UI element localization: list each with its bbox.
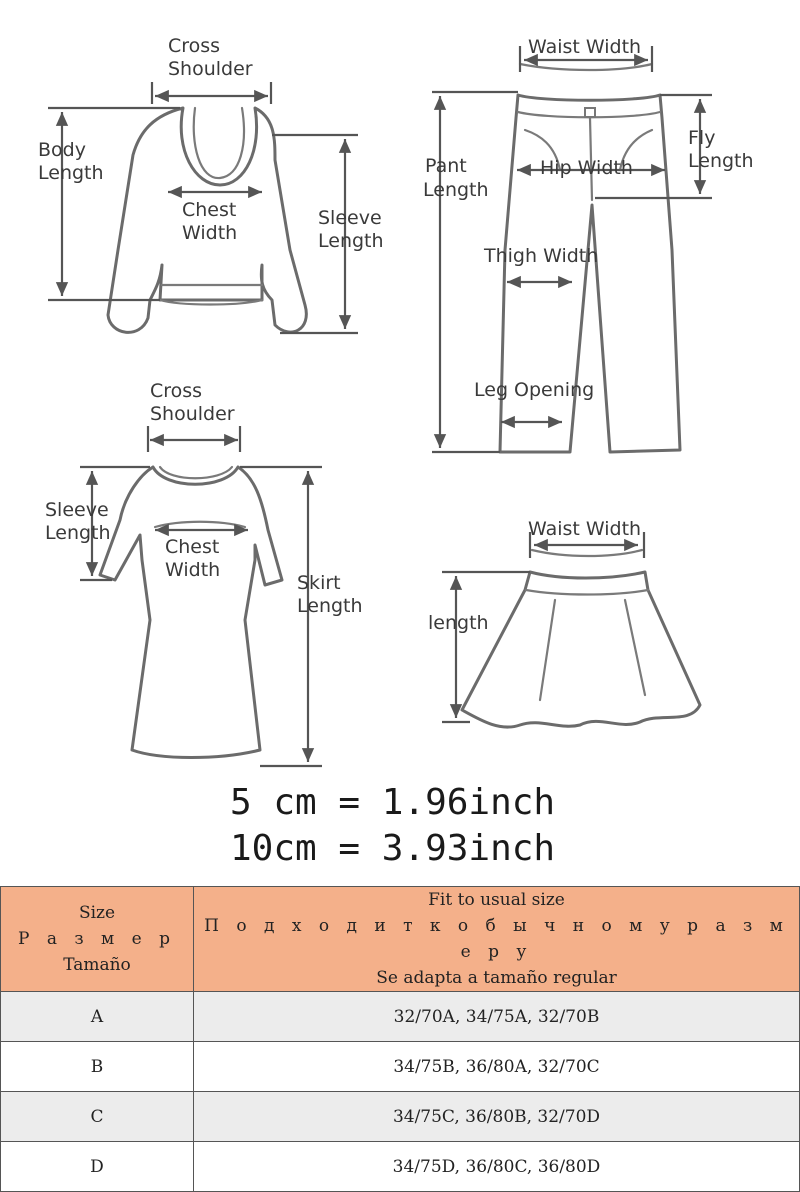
- fit-cell: 34/75C, 36/80B, 32/70D: [194, 1092, 800, 1142]
- size-cell: D: [1, 1142, 194, 1192]
- pants-diagram: [423, 36, 754, 452]
- fit-cell: 34/75D, 36/80C, 36/80D: [194, 1142, 800, 1192]
- top-chest-width-label-1: Chest: [182, 199, 237, 221]
- top-body-length-label-1: Body: [38, 139, 86, 161]
- dress-sleeve-length-label-1: Sleeve: [45, 499, 109, 521]
- dress-garment-outline: [100, 467, 282, 758]
- top-body-length-label-2: Length: [38, 162, 104, 184]
- pants-fly-length-label-2: Length: [688, 150, 754, 172]
- skirt-length-label: length: [428, 612, 489, 634]
- fit-header-cell: [194, 887, 800, 992]
- size-header-es: Tamaño: [63, 955, 131, 975]
- top-chest-width-label-2: Width: [182, 222, 238, 244]
- size-cell: B: [1, 1042, 194, 1092]
- table-row: [1, 1042, 800, 1092]
- pants-leg-opening-label: Leg Opening: [474, 379, 595, 401]
- pants-fly-length-label-1: Fly: [688, 127, 716, 149]
- dress-skirt-length-label-1: Skirt: [297, 572, 341, 594]
- top-sleeve-length-label-1: Sleeve: [318, 207, 382, 229]
- dress-cross-shoulder-label-1: Cross: [150, 380, 203, 402]
- dress-diagram: [45, 380, 363, 766]
- dress-skirt-length-label-2: Length: [297, 595, 363, 617]
- fit-cell: 34/75B, 36/80A, 32/70C: [194, 1042, 800, 1092]
- size-chart-header-row: [1, 887, 800, 992]
- conversion-line-10cm: 10cm = 3.93inch: [230, 828, 556, 869]
- size-chart-table: [0, 886, 800, 1192]
- dress-chest-width-label-1: Chest: [165, 536, 220, 558]
- size-header-ru: Р а з м е р: [17, 929, 177, 949]
- top-diagram: [38, 35, 384, 333]
- fit-header-en: Fit to usual size: [428, 890, 565, 910]
- size-cell: C: [1, 1092, 194, 1142]
- pants-pant-length-label-2: Length: [423, 179, 489, 201]
- pants-hip-width-label: Hip Width: [540, 157, 633, 179]
- top-cross-shoulder-label-2: Shoulder: [168, 58, 253, 80]
- table-row: [1, 1092, 800, 1142]
- table-row: [1, 992, 800, 1042]
- dress-cross-shoulder-label-2: Shoulder: [150, 403, 235, 425]
- pants-waist-width-label: Waist Width: [528, 36, 642, 58]
- size-header-cell: [1, 887, 194, 992]
- dress-sleeve-length-label-2: Length: [45, 522, 111, 544]
- top-cross-shoulder-label-1: Cross: [168, 35, 221, 57]
- fit-cell: 32/70A, 34/75A, 32/70B: [194, 992, 800, 1042]
- size-cell: A: [1, 992, 194, 1042]
- dress-chest-width-label-2: Width: [165, 559, 221, 581]
- skirt-waist-width-label: Waist Width: [528, 518, 642, 540]
- fit-header-ru: П о д х о д и т к о б ы ч н о м у р а з м е р у: [204, 916, 789, 962]
- conversion-line-5cm: 5 cm = 1.96inch: [230, 782, 556, 823]
- skirt-diagram: [428, 518, 700, 727]
- size-header-en: Size: [78, 903, 116, 923]
- table-row: [1, 1142, 800, 1192]
- top-sleeve-length-label-2: Length: [318, 230, 384, 252]
- pants-pant-length-label-1: Pant: [425, 155, 467, 177]
- pants-thigh-width-label: Thigh Width: [484, 245, 599, 267]
- fit-header-es: Se adapta a tamaño regular: [376, 968, 617, 988]
